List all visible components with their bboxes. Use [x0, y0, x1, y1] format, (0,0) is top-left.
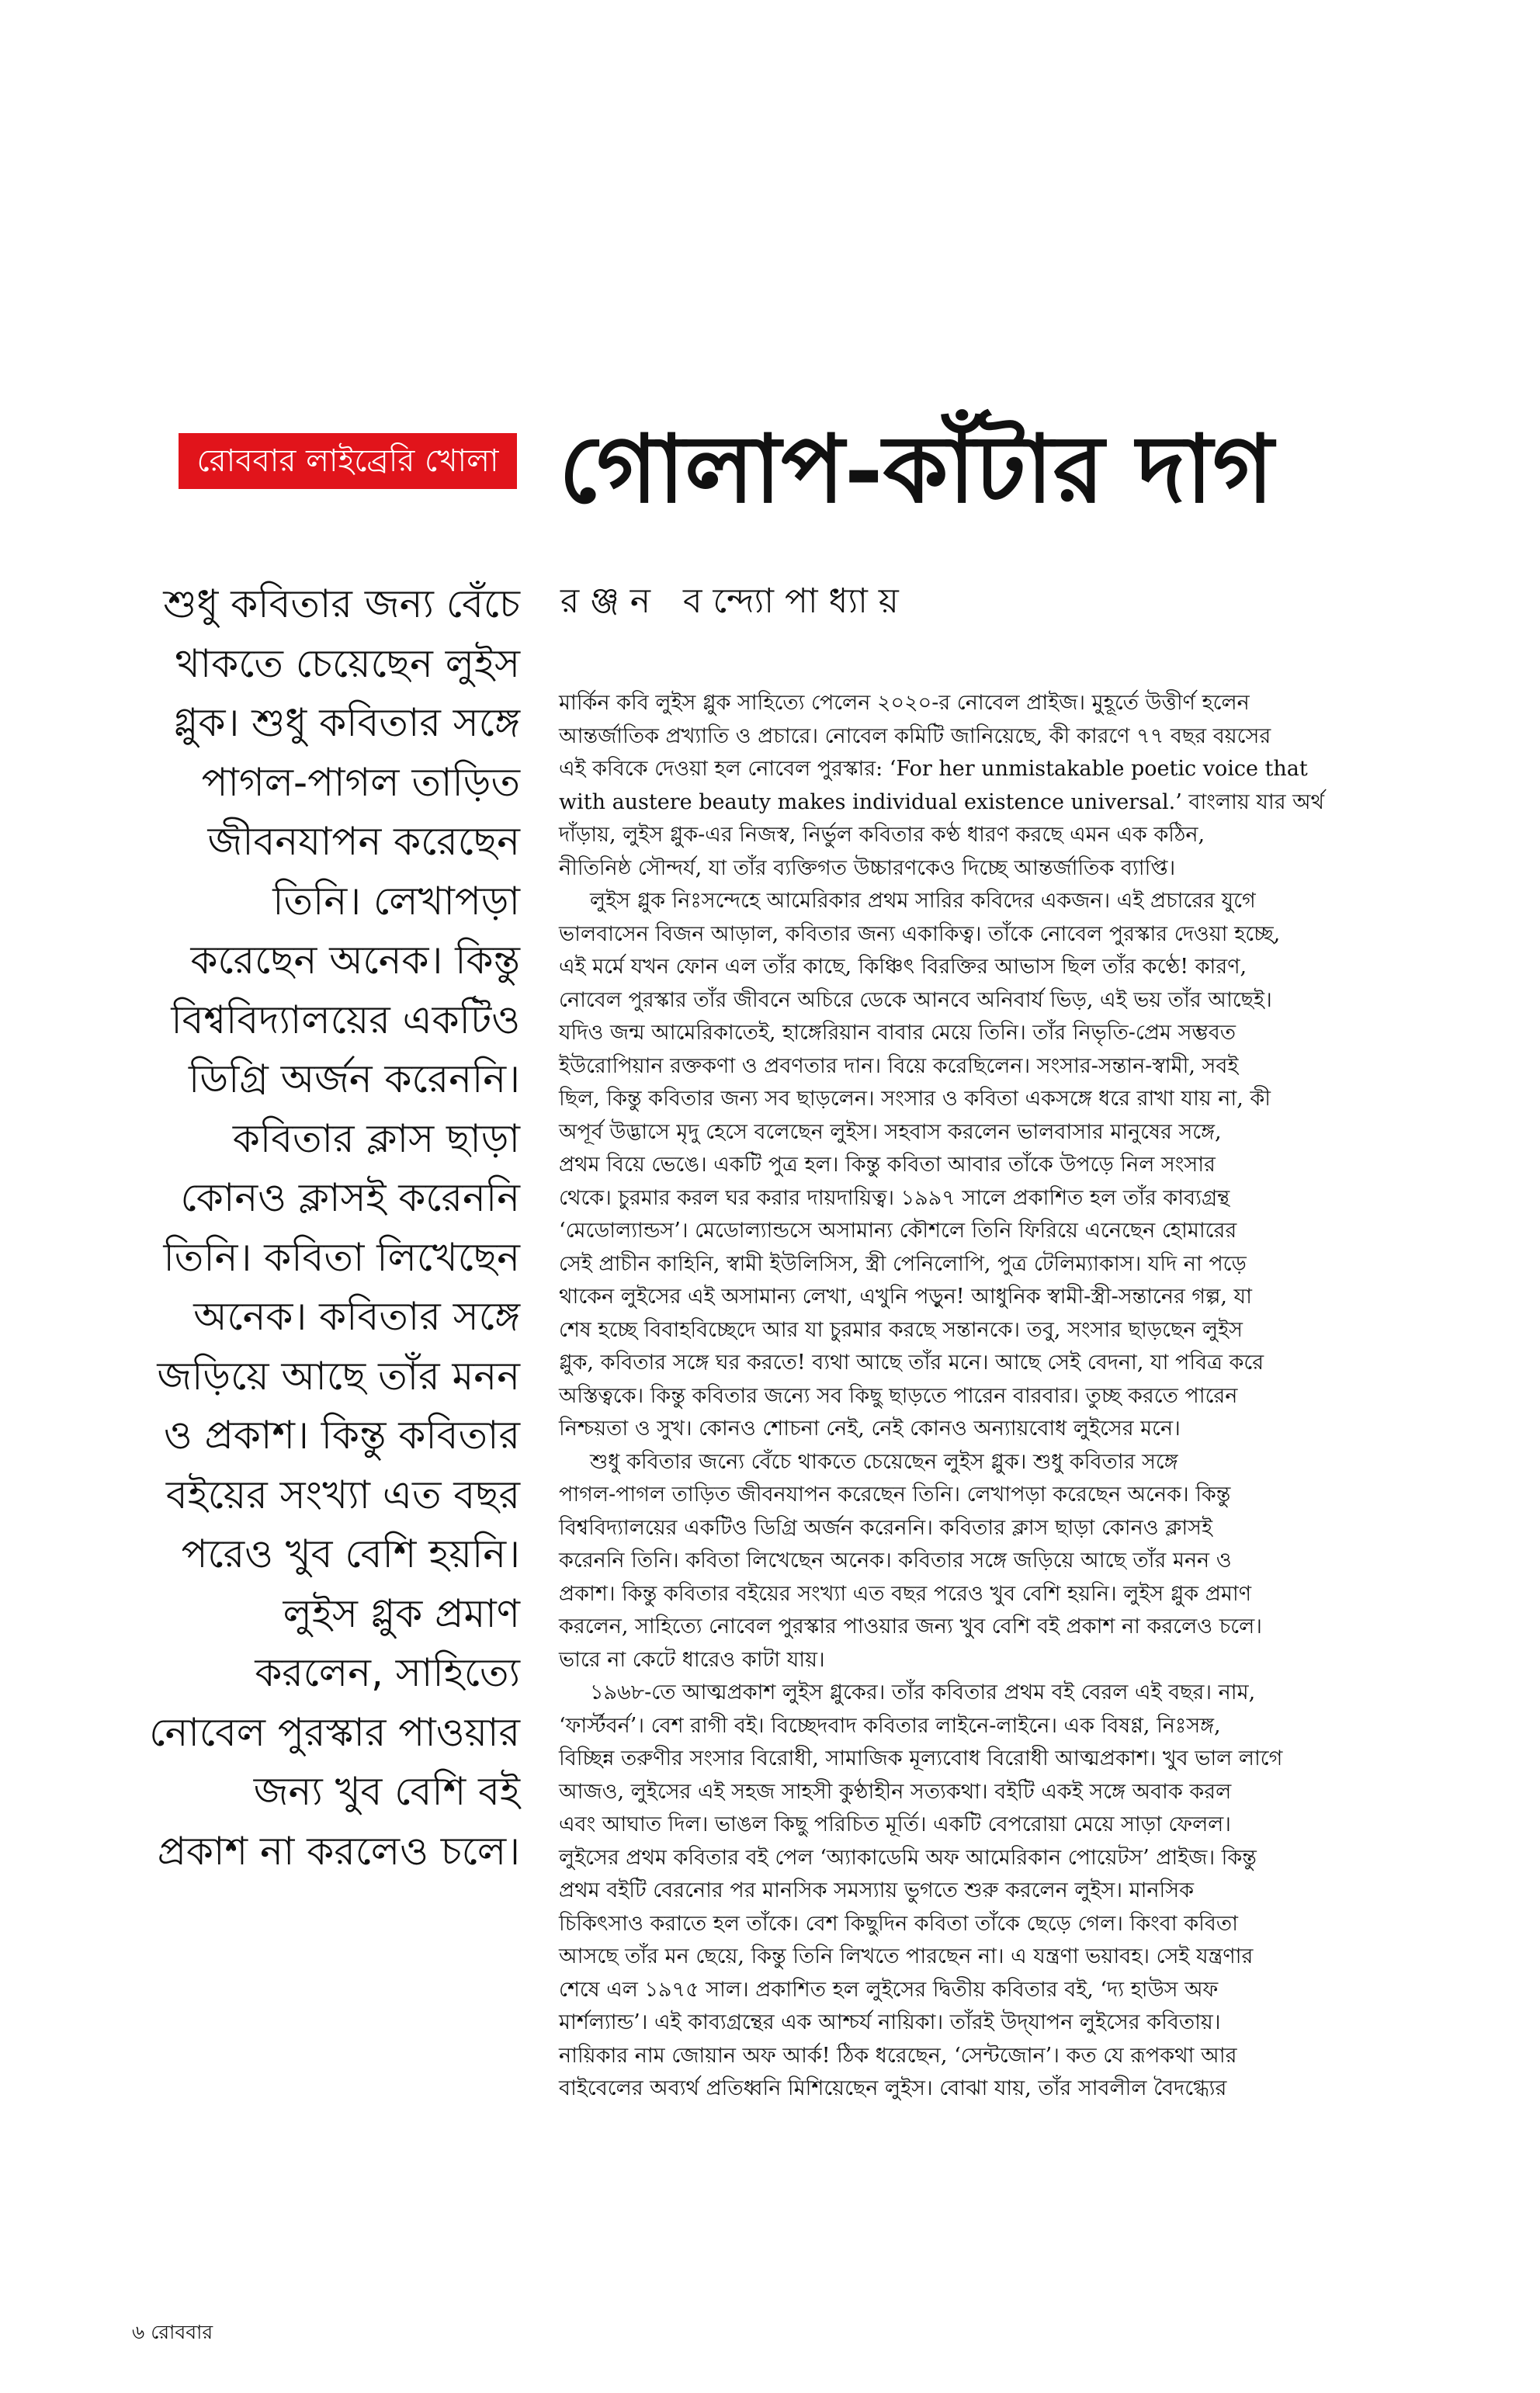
body-line: বিচ্ছিন্ন তরুণীর সংসার বিরোধী, সামাজিক মূল্যবোধ বিরোধী আত্মপ্রকাশ। খুব ভাল লাগে — [559, 1746, 1283, 1770]
body-line: করেননি তিনি। কবিতা লিখেছেন অনেক। কবিতার সঙ্গে জড়িয়ে আছে তাঁর মনন ও — [559, 1549, 1232, 1573]
pullquote-line: জন্য খুব বেশি বই — [253, 1769, 520, 1814]
body-line: অপূর্ব উদ্ভাসে মৃদু হেসে বলেছেন লুইস। সহবাস করলেন ভালবাসার মানুষের সঙ্গে, — [559, 1119, 1222, 1144]
body-line: প্রকাশ। কিন্তু কবিতার বইয়ের সংখ্যা এত বছর পরেও খুব বেশি হয়নি। লুইস গ্লুক প্রমাণ — [559, 1581, 1252, 1606]
body-line: শেষ হচ্ছে বিবাহবিচ্ছেদে আর যা চুরমার করছে সন্তানকে। তবু, সংসার ছাড়ছেন লুইস — [559, 1317, 1243, 1342]
body-line: এবং আঘাত দিল। ভাঙল কিছু পরিচিত মূর্তি। একটি বেপরোয়া মেয়ে সাড়া ফেলল। — [559, 1812, 1231, 1836]
pullquote-line: তিনি। কবিতা লিখেছেন — [163, 1234, 520, 1280]
pullquote-line: করেছেন অনেক। কিন্তু — [190, 938, 520, 983]
body-line: থাকেন লুইসের এই অসামান্য লেখা, এখুনি পড়ুন! আধুনিক স্বামী-স্ত্রী-সন্তানের গল্প, যা — [559, 1285, 1252, 1309]
pullquote-line: তিনি। লেখাপড়া — [272, 878, 520, 924]
pullquote-line: ও প্রকাশ। কিন্তু কবিতার — [163, 1413, 520, 1458]
body-line: চিকিৎসাও করাতে হল তাঁকে। বেশ কিছুদিন কবিতা তাঁকে ছেড়ে গেল। কিংবা কবিতা — [559, 1911, 1238, 1936]
pullquote-line: প্রকাশ না করলেও চলে। — [157, 1828, 520, 1874]
pullquote-line: পরেও খুব বেশি হয়নি। — [181, 1531, 520, 1576]
body-line: থেকে। চুরমার করল ঘর করার দায়দায়িত্ব। ১৯৯৭ সালে প্রকাশিত হল তাঁর কাব্যগ্রন্থ — [559, 1185, 1230, 1210]
pullquote-line: কোনও ক্লাসই করেননি — [180, 1175, 520, 1220]
pullquote-line: নোবেল পুরস্কার পাওয়ার — [149, 1709, 520, 1755]
body-line: মার্শল্যান্ড’। এই কাব্যগ্রন্থের এক আশ্চর্য নায়িকা। তাঁরই উদ্‌যাপন লুইসের কবিতায়। — [559, 2010, 1221, 2034]
body-line: আজও, লুইসের এই সহজ সাহসী কুণ্ঠাহীন সত্যকথা। বইটি একই সঙ্গে অবাক করল — [559, 1779, 1232, 1804]
body-line: নীতিনিষ্ঠ সৌন্দর্য, যা তাঁর ব্যক্তিগত উচ্চারণকেও দিচ্ছে আন্তর্জাতিক ব্যাপ্তি। — [559, 855, 1176, 880]
body-line: এই মর্মে যখন ফোন এল তাঁর কাছে, কিঞ্চিৎ বিরক্তির আভাস ছিল তাঁর কণ্ঠে! কারণ, — [559, 955, 1247, 979]
article-body — [559, 687, 1459, 2239]
body-line: লুইসের প্রথম কবিতার বই পেল ‘অ্যাকাডেমি অফ আমেরিকান পোয়েটস’ প্রাইজ। কিন্তু — [559, 1845, 1257, 1870]
body-line: ‘ফার্স্টবর্ন’। বেশ রাগী বই। বিচ্ছেদবাদ কবিতার লাইনে-লাইনে। এক বিষণ্ণ, নিঃসঙ্গ, — [559, 1713, 1221, 1738]
pullquote-line: গ্লুক। শুধু কবিতার সঙ্গে — [173, 700, 520, 745]
body-line: নায়িকার নাম জোয়ান অফ আর্ক! ঠিক ধরেছেন, ‘সেন্টজোন’। কত যে রূপকথা আর — [559, 2043, 1237, 2068]
pullquote-line: লুইস গ্লুক প্রমাণ — [283, 1590, 520, 1636]
body-line: ছিল, কিন্তু কবিতার জন্য সব ছাড়লেন। সংসার ও কবিতা একসঙ্গে ধরে রাখা যায় না, কী — [559, 1087, 1271, 1111]
body-line: প্রথম বইটি বেরনোর পর মানসিক সমস্যায় ভুগতে শুরু করলেন লুইস। মানসিক — [559, 1878, 1194, 1902]
body-line: সেই প্রাচীন কাহিনি, স্বামী ইউলিসিস, স্ত্রী পেনিলোপি, পুত্র টেলিম্যাকাস। যদি না পড়ে — [559, 1251, 1247, 1276]
body-line: যদিও জন্ম আমেরিকাতেই, হাঙ্গেরিয়ান বাবার মেয়ে তিনি। তাঁর নিভৃতি-প্রেম সম্ভবত — [559, 1021, 1237, 1045]
body-line: প্রথম বিয়ে ভেঙে। একটি পুত্র হল। কিন্তু কবিতা আবার তাঁকে উপড়ে নিল সংসার — [559, 1153, 1216, 1177]
body-line: করলেন, সাহিত্যে নোবেল পুরস্কার পাওয়ার জন্য খুব বেশি বই প্রকাশ না করলেও চলে। — [559, 1614, 1262, 1639]
body-line: ১৯৬৮-তে আত্মপ্রকাশ লুইস গ্লুকের। তাঁর কবিতার প্রথম বই বেরল এই বছর। নাম, — [590, 1680, 1256, 1705]
body-line: শেষে এল ১৯৭৫ সাল। প্রকাশিত হল লুইসের দ্বিতীয় কবিতার বই, ‘দ্য হাউস অফ — [559, 1977, 1219, 2002]
body-line: এই কবিকে দেওয়া হল নোবেল পুরস্কার: ‘For her unmistakable poetic voice that — [559, 757, 1308, 781]
pullquote-line: বিশ্ববিদ্যালয়ের একটিও — [171, 997, 520, 1042]
pullquote-line: অনেক। কবিতার সঙ্গে — [193, 1294, 520, 1339]
body-line: with austere beauty makes individual existence universal.’ বাংলায় যার অর্থ — [559, 789, 1325, 814]
body-line: নোবেল পুরস্কার তাঁর জীবনে অচিরে ডেকে আনবে অনিবার্য ভিড়, এই ভয় তাঁর আছেই। — [559, 987, 1272, 1012]
body-line: পাগল-পাগল তাড়িত জীবনযাপন করেছেন তিনি। লেখাপড়া করেছেন অনেক। কিন্তু — [559, 1483, 1231, 1507]
body-line: আসছে তাঁর মন ছেয়ে, কিন্তু তিনি লিখতে পারছেন না। এ যন্ত্রণা ভয়াবহ। সেই যন্ত্রণার — [559, 1944, 1254, 1968]
body-line: শুধু কবিতার জন্যে বেঁচে থাকতে চেয়েছেন লুইস গ্লুক। শুধু কবিতার সঙ্গে — [590, 1449, 1178, 1474]
body-line: আন্তর্জাতিক প্রখ্যাতি ও প্রচারে। নোবেল কমিটি জানিয়েছে, কী কারণে ৭৭ বছর বয়সের — [559, 723, 1271, 748]
body-line: গ্লুক, কবিতার সঙ্গে ঘর করতে! ব্যথা আছে তাঁর মনে। আছে সেই বেদনা, যা পবিত্র করে — [559, 1351, 1264, 1375]
pullquote-line: করলেন, সাহিত্যে — [255, 1650, 520, 1695]
body-line: দাঁড়ায়, লুইস গ্লুক-এর নিজস্ব, নির্ভুল কবিতার কণ্ঠ ধারণ করছে এমন এক কঠিন, — [559, 823, 1205, 847]
byline: রঞ্জন বন্দ্যোপাধ্যায় — [560, 581, 910, 621]
pullquote-line: পাগল-পাগল তাড়িত — [201, 759, 520, 805]
body-line: ইউরোপিয়ান রক্তকণা ও প্রবণতার দান। বিয়ে করেছিলেন। সংসার-সন্তান-স্বামী, সবই — [559, 1053, 1239, 1078]
body-line: বিশ্ববিদ্যালয়ের একটিও ডিগ্রি অর্জন করেননি। কবিতার ক্লাস ছাড়া কোনও ক্লাসই — [559, 1515, 1213, 1540]
body-line: অস্তিত্বকে। কিন্তু কবিতার জন্যে সব কিছু ছাড়তে পারেন বারবার। তুচ্ছ করতে পারেন — [559, 1383, 1238, 1408]
body-line: ভালবাসেন বিজন আড়াল, কবিতার জন্য একাকিত্ব। তাঁকে নোবেল পুরস্কার দেওয়া হচ্ছে, — [559, 921, 1281, 946]
pullquote-line: ডিগ্রি অর্জন করেননি। — [189, 1056, 520, 1101]
pullquote-line: জড়িয়ে আছে তাঁর মনন — [157, 1353, 520, 1399]
body-line: মার্কিন কবি লুইস গ্লুক সাহিত্যে পেলেন ২০২০-র নোবেল প্রাইজ। মুহূর্তে উত্তীর্ণ হলেন — [559, 691, 1250, 715]
pullquote-line: থাকতে চেয়েছেন লুইস — [175, 640, 520, 686]
body-line: লুইস গ্লুক নিঃসন্দেহে আমেরিকার প্রথম সারির কবিদের একজন। এই প্রচারের যুগে — [590, 889, 1256, 913]
body-line: ভারে না কেটে ধারেও কাটা যায়। — [559, 1647, 825, 1672]
section-tag: রোববার লাইব্রেরি খোলা — [179, 433, 517, 489]
body-line: বাইবেলের অব্যর্থ প্রতিধ্বনি মিশিয়েছেন লুইস। বোঝা যায়, তাঁর সাবলীল বৈদগ্ধ্যের — [559, 2076, 1227, 2100]
headline: গোলাপ-কাঁটার দাগ — [559, 414, 1274, 524]
pullquote-line: শুধু কবিতার জন্য বেঁচে — [163, 581, 520, 626]
pullquote-line: জীবনযাপন করেছেন — [207, 819, 520, 864]
body-line: ‘মেডোল্যান্ডস’। মেডোল্যান্ডসে অসামান্য কৌশলে তিনি ফিরিয়ে এনেছেন হোমারের — [559, 1219, 1237, 1243]
pullquote — [124, 574, 520, 1874]
pullquote-line: কবিতার ক্লাস ছাড়া — [232, 1115, 520, 1161]
pullquote-line: বইয়ের সংখ্যা এত বছর — [165, 1472, 520, 1517]
body-line: নিশ্চয়তা ও সুখ। কোনও শোচনা নেই, নেই কোনও অন্যায়বোধ লুইসের মনে। — [559, 1417, 1181, 1441]
page-footer: ৬ রোববার — [132, 2321, 213, 2343]
